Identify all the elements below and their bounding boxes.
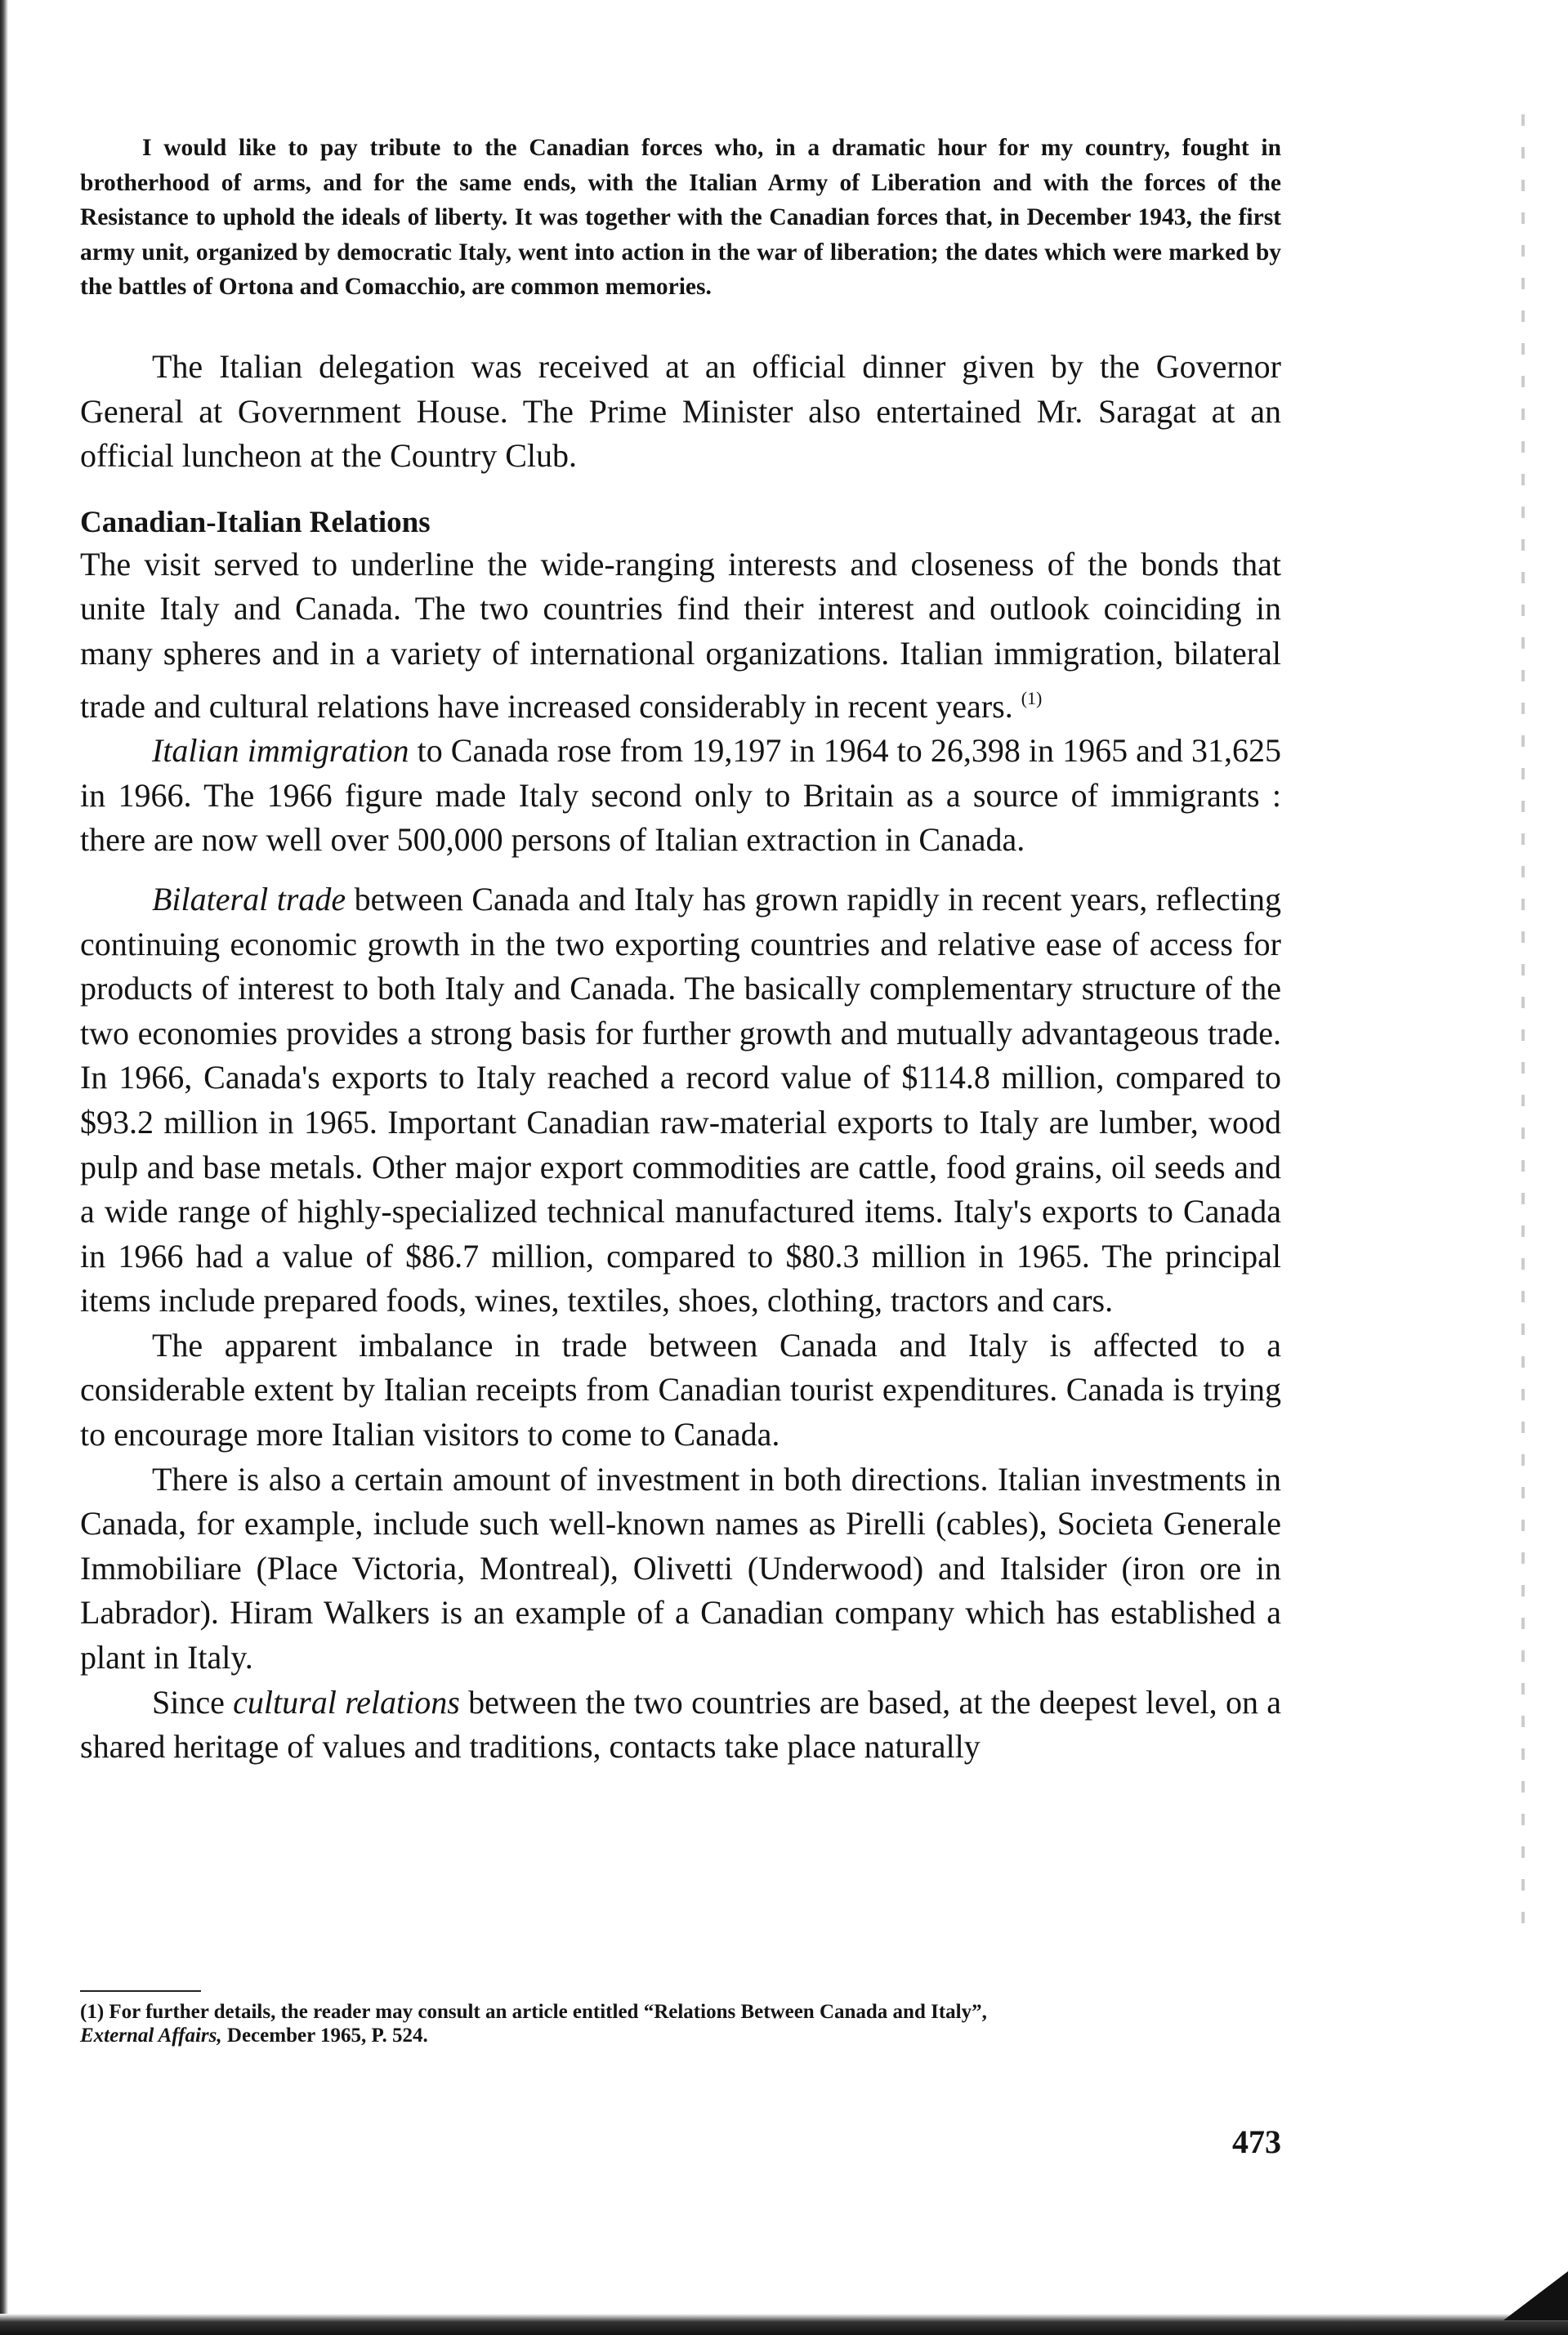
- trade-text: between Canada and Italy has grown rapidly in recent years, reflecting continuing economic growth in the two exporting countries and relative ease of access for products of interest to both Italy and Canada. The basically complementary structure of the two economies provides a strong basis for further growth and mutually advantageous trade. In 1966, Canada's exports to Italy reached a record value of $114.8 million, compared to $93.2 million in 1965. Important Canadian raw-material exports to Italy are lumber, wood pulp and base metals. Other major export commodities are cattle, food grains, oil seeds and a wide range of highly-specialized technical manufactured items. Italy's exports to Canada in 1966 had a value of $86.7 million, compared to $80.3 million in 1965. The principal items include prepared foods, wines, textiles, shoes, clothing, tractors and cars.: [80, 880, 1282, 1319]
- footnote-source-details: December 1965, P. 524.: [221, 2025, 428, 2047]
- investment-paragraph: There is also a certain amount of investment in both directions. Italian investments in Canada, for example, include such well-known names as Pirelli (cables), Societa Generale Immobiliare (Place Victoria, Montreal), Olivetti (Underwood) and Italsider (iron ore in Labrador). Hiram Walkers is an example of a Canadian company which has established a plant in Italy.: [80, 1460, 1281, 1676]
- trade-lead: Bilateral trade: [152, 880, 346, 917]
- relations-paragraph: [80, 542, 1281, 729]
- dinner-paragraph: The Italian delegation was received at an official dinner given by the Governor General at Government House. The Prime Minister also entertained Mr. Saragat at an official luncheon at the Country Club.: [80, 348, 1281, 475]
- footnote-text: For further details, the reader may consult an article entitled “Relations Between Canada and Italy”,: [104, 2001, 987, 2023]
- quoted-tribute: I would like to pay tribute to the Canadian forces who, in a dramatic hour for my country, fought in brotherhood of arms, and for the same ends, with the Italian Army of Liberation and with the forces of the Resistance to uphold the ideals of liberty. It was together with the Canadian forces that, in December 1943, the first army unit, organized by democratic Italy, went into action in the war of liberation; the dates which were marked by the battles of Ortona and Comacchio, are common memories.: [80, 135, 1281, 300]
- cultural-text: between the two countries are based, at the deepest level, on a shared heritage of values and traditions, contacts take place naturally: [80, 1683, 1281, 1766]
- immigration-lead: Italian immigration: [152, 732, 409, 770]
- scan-edge-bottom: [0, 2314, 1568, 2335]
- immigration-paragraph: [80, 729, 1281, 863]
- footnote-divider: [80, 1990, 201, 1992]
- cultural-paragraph: [80, 1681, 1281, 1770]
- relations-text: The visit served to underline the wide-ranging interests and closeness of the bonds that unite Italy and Canada. The two countries find their interest and outlook coinciding in many spheres and in a variety of international organizations. Italian immigration, bilateral trade and cultural relations have increased considerably in recent years.: [80, 545, 1281, 725]
- footnote-marker: (1): [80, 2001, 105, 2023]
- scan-corner-shadow: [1503, 2271, 1568, 2320]
- footnote-reference: (1): [1021, 687, 1043, 708]
- section-heading: Canadian-Italian Relations: [80, 505, 431, 539]
- scan-edge-left: [0, 0, 8, 2335]
- page-number: 473: [1232, 2123, 1281, 2160]
- immigration-text: to Canada rose from 19,197 in 1964 to 26,398 in 1965 and 31,625 in 1966. The 1966 figure made Italy second only to Britain as a source of immigrants : there are now well over 500,000 persons of Italian extraction in Canada.: [80, 732, 1282, 859]
- trade-paragraph: [80, 877, 1281, 1324]
- scan-edge-right: [1521, 114, 1525, 1928]
- cultural-lead: cultural relations: [233, 1683, 460, 1721]
- main-text: [80, 345, 1281, 1770]
- cultural-lead-before: Since: [152, 1683, 234, 1721]
- footnote: [80, 2000, 1281, 2047]
- footnote-source: External Affairs,: [80, 2025, 222, 2047]
- imbalance-paragraph: The apparent imbalance in trade between Canada and Italy is affected to a considerable extent by Italian receipts from Canadian tourist expenditures. Canada is trying to encourage more Italian visitors to come to Canada.: [80, 1326, 1281, 1453]
